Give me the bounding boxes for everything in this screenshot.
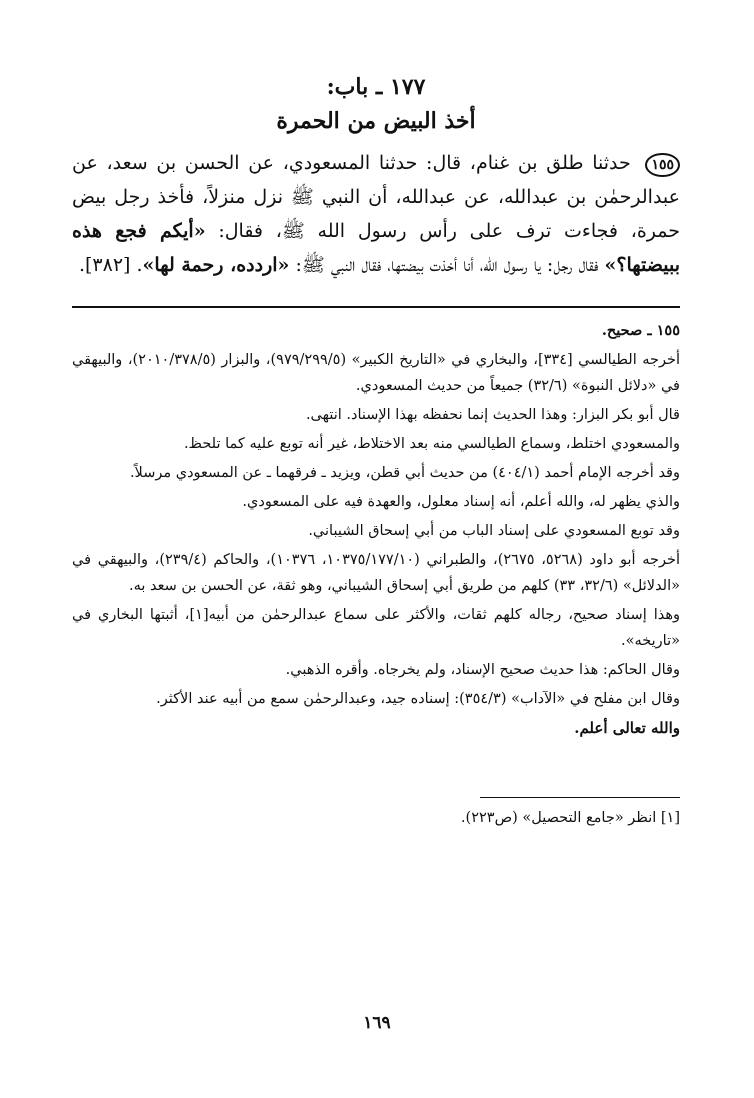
chapter-title: أخذ البيض من الحمرة	[276, 108, 476, 134]
commentary-paragraph: وقد توبع المسعودي على إسناد الباب من أبي إسحاق الشيباني.	[308, 523, 680, 539]
footnote-divider	[480, 797, 680, 798]
section-divider	[72, 306, 680, 308]
chapter-number: ١٧٧ ـ باب:	[326, 74, 426, 100]
commentary-paragraph: أخرجه أبو داود (٥٢٦٨، ٢٦٧٥)، والطبراني (١٠٣٧٥/١٧٧/١٠، ١٠٣٧٦)، والحاكم (٢٣٩/٤)، والبيهقي في «الدلائل» (٣٢/٦، ٣٣) كلهم من طريق أبي إسحاق الشيباني، وهو ثقة، عن الحسن بن سعد به.	[72, 552, 680, 594]
hadith-text-part-2: فقال رجل: يا رسول الله، أنا أخذت بيضتها، فقال النبي ﷺ:	[289, 254, 605, 276]
hadith-grade: ١٥٥ ـ صحيح.	[601, 322, 680, 339]
commentary-paragraph: والمسعودي اختلط، وسماع الطيالسي منه بعد الاختلاط، غير أنه توبع عليه كما تلحظ.	[183, 436, 680, 452]
commentary-paragraph: والذي يظهر له، والله أعلم، أنه إسناد معلول، والعهدة فيه على المسعودي.	[242, 494, 680, 510]
commentary-paragraph: وقد أخرجه الإمام أحمد (٤٠٤/١) من حديث أبي قطن، ويزيد ـ فرقهما ـ عن المسعودي مرسلاً.	[129, 465, 680, 481]
commentary-paragraph: وهذا إسناد صحيح، رجاله كلهم ثقات، والأكثر على سماع عبدالرحمٰن من أبيه[١]، أثبتها البخاري في «تاريخه».	[72, 607, 680, 649]
hadith-quote-2: «اردده، رحمة لها»	[142, 254, 290, 276]
hadith-text	[72, 146, 680, 282]
hadith-quote-1: «أيكم فجع هذه ببيضتها؟»	[72, 220, 680, 276]
commentary-paragraph: أخرجه الطيالسي [٣٣٤]، والبخاري في «التاريخ الكبير» (٩٧٩/٢٩٩/٥)، والبزار (٢٠١٠/٣٧٨/٥)، والبيهقي في «دلائل النبوة» (٣٢/٦) جميعاً من حديث المسعودي.	[72, 352, 681, 394]
page-content	[72, 72, 680, 830]
hadith-text-part-1: حدثنا طلق بن غنام، قال: حدثنا المسعودي، عن الحسن بن سعد، عن عبدالرحمٰن بن عبدالله، عن عبدالله، أن النبي ﷺ نزل منزلاً، فأخذ رجل بيض حمرة، فجاءت ترف على رأس رسول الله ﷺ، فقال:	[72, 152, 680, 242]
closing-phrase: والله تعالى أعلم.	[574, 719, 680, 737]
footnote: [١] انظر «جامع التحصيل» (ص٢٢٣).	[460, 810, 680, 826]
page-number: ١٦٩	[363, 1013, 391, 1033]
commentary	[72, 318, 680, 741]
commentary-paragraph: وقال الحاكم: هذا حديث صحيح الإسناد، ولم يخرجاه. وأقره الذهبي.	[285, 662, 680, 678]
hadith-text-part-3: . [٣٨٢].	[78, 254, 143, 276]
hadith-number-badge: ١٥٥	[645, 153, 680, 177]
commentary-paragraph: وقال ابن مفلح في «الآداب» (٣٥٤/٣): إسناده جيد، وعبدالرحمٰن سمع من أبيه عند الأكثر.	[156, 691, 680, 707]
commentary-paragraph: قال أبو بكر البزار: وهذا الحديث إنما نحفظه بهذا الإسناد. انتهى.	[305, 407, 680, 423]
